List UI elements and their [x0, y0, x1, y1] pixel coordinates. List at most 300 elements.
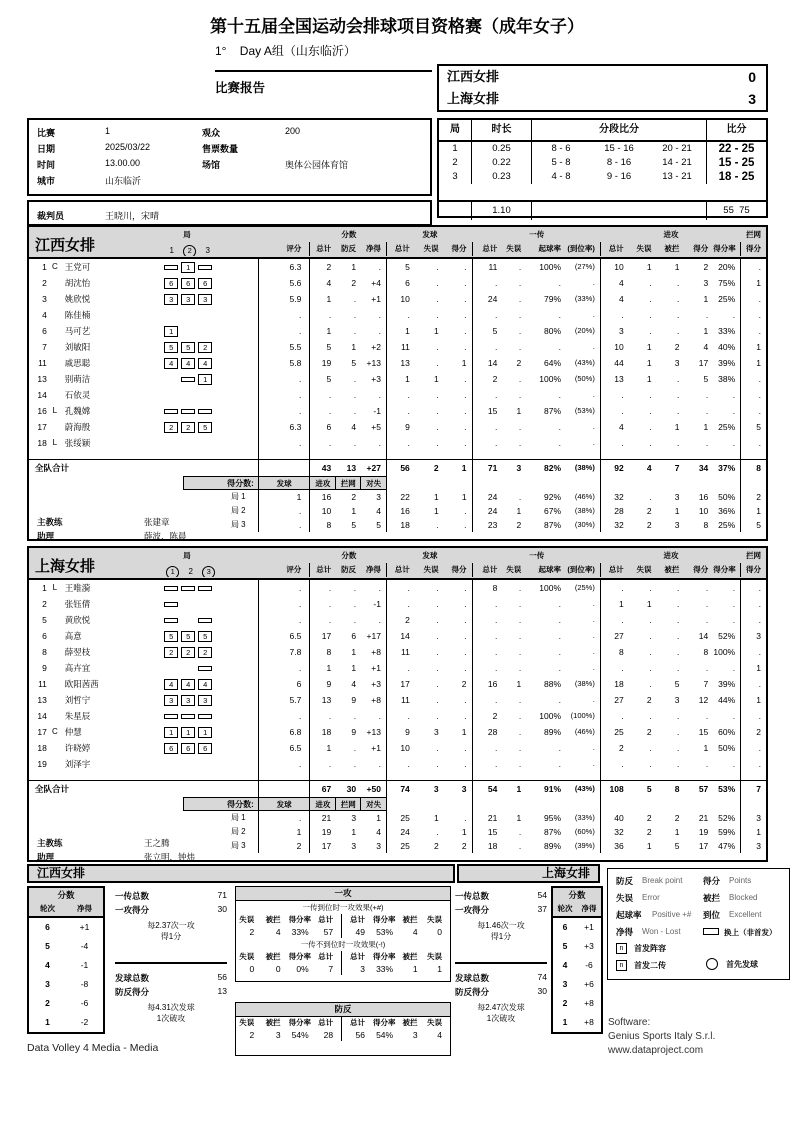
starting-position-marker: 6 [164, 278, 178, 289]
stat-value: 1 [756, 278, 761, 288]
set-row-label: 局 2 [29, 504, 259, 518]
stat-value: 5 [756, 422, 761, 432]
stat-value: . [677, 438, 680, 448]
stat-value: . [495, 663, 498, 673]
stat-value: . [649, 310, 652, 320]
col-header: 总计 [482, 244, 498, 253]
team-total-value: +27 [361, 460, 387, 476]
ratio-note: 每1.46次一攻 [477, 921, 525, 930]
stat-value: . [259, 708, 311, 724]
rotation-net-value: -6 [80, 998, 89, 1008]
attack-header: 总计 [341, 951, 373, 963]
player-role: L [52, 583, 58, 592]
stat-value: 1 [703, 743, 709, 753]
empty-marker [181, 326, 195, 337]
attack-header: 总计 [341, 914, 373, 926]
stat-value: . [495, 438, 498, 448]
total-duration: 1.10 [472, 202, 532, 220]
spacer [259, 781, 311, 797]
set-stat-value: 36 [614, 841, 624, 851]
info-value: 山东临沂 [105, 176, 142, 186]
col-header: 得分 [693, 565, 709, 574]
starting-setter-label: 首发二传 [634, 961, 666, 970]
spacer [566, 772, 601, 780]
set-points-value: 3 [351, 813, 357, 823]
stat-value: 1 [351, 262, 357, 272]
spacer [713, 772, 741, 780]
stat-value: . [436, 358, 439, 368]
stat-value: . [444, 756, 473, 772]
rotation-row [553, 994, 601, 1013]
stat-value: 79% [544, 294, 562, 304]
player-name: 张钰倩 [64, 599, 91, 609]
rotation-col-rotation: 轮次 [557, 904, 573, 913]
group-header-sets: 局 [183, 551, 191, 560]
stat-value: 1 [703, 422, 709, 432]
set-points-value: 4 [361, 825, 387, 839]
stat-value: 1 [756, 695, 761, 705]
stat-value: . [649, 583, 652, 593]
set-table-row [439, 156, 766, 170]
col-header-partials: 分段比分 [532, 120, 707, 140]
empty-marker [198, 326, 212, 337]
player-set-marks [161, 291, 258, 307]
stat-value: . [713, 708, 741, 724]
spacer [259, 460, 311, 476]
starting-position-marker: 4 [164, 679, 178, 690]
stat-value: 52% [713, 628, 741, 644]
set-stat-value: (38%) [566, 504, 601, 518]
player-name: 朱星辰 [64, 711, 91, 721]
set-stat-value: 24 [487, 492, 498, 502]
counter-value: 54% [291, 1030, 309, 1040]
empty-marker [164, 663, 178, 674]
page-subtitle: 1° Day A组（山东临沂） [215, 44, 356, 58]
rotation-title: 分数 [29, 888, 103, 902]
empty-marker [181, 438, 195, 449]
spacer [444, 772, 473, 780]
set-stat-value: 19 [698, 827, 709, 837]
col-header: 总计 [482, 565, 498, 574]
attack-header: 总计 [318, 915, 334, 924]
player-set-marks [161, 756, 258, 772]
stat-value: . [353, 438, 357, 448]
col-header-rating: 评分 [259, 242, 311, 256]
col-header: 起球率 [538, 244, 561, 253]
stat-value: . [713, 435, 741, 451]
stat-value: 1 [646, 599, 652, 609]
player-role [47, 740, 63, 756]
stat-value: . [353, 583, 357, 593]
stat-value: . [328, 406, 332, 416]
player-role [47, 660, 63, 676]
spacer [684, 451, 713, 459]
stat-value: 8 [703, 647, 709, 657]
team-stats-table-shanghai [27, 546, 768, 862]
stat-value: . [705, 663, 709, 673]
stat-value: 6 [351, 631, 357, 641]
set-stat-value: . [649, 492, 652, 502]
stat-value: . [353, 599, 357, 609]
stat-value: 18 [321, 727, 332, 737]
set-number-plain: 1 [169, 246, 174, 255]
stat-value: . [407, 663, 410, 673]
attack-header: 被拦 [265, 952, 281, 961]
first-attack-points-label: 一攻得分 [455, 905, 490, 915]
ratio-note: 得1分 [490, 932, 512, 941]
team-total-value: +50 [361, 781, 387, 797]
player-row [29, 355, 766, 371]
attack-value: 0 [275, 964, 281, 974]
stat-value: . [259, 660, 311, 676]
scoring-col-serve: 发球 [259, 476, 311, 490]
serve-total-value: 74 [537, 972, 547, 982]
empty-marker [181, 759, 195, 770]
scoreboard-row [439, 66, 766, 88]
player-role [47, 644, 63, 660]
spacer [259, 227, 311, 242]
stat-value: 2 [703, 262, 709, 272]
counter-header: 得分率 [372, 1018, 396, 1027]
stat-value: . [259, 435, 311, 451]
legend-term: 防反 [616, 876, 634, 886]
starting-position-marker: 5 [164, 342, 178, 353]
player-set-marks [161, 307, 258, 323]
stat-value: . [758, 438, 761, 448]
player-row [29, 708, 766, 724]
set-stat-value: 1 [674, 827, 680, 837]
legend-explanation: Blocked [729, 893, 758, 902]
col-header: 失误 [506, 244, 522, 253]
col-header-rating: 评分 [259, 563, 311, 577]
group-header-row [29, 548, 766, 563]
player-set-marks [161, 740, 258, 756]
team-total-value: 74 [400, 784, 410, 794]
starting-position-marker: 5 [181, 342, 195, 353]
scoreboard-row [439, 88, 766, 110]
legend-box [607, 868, 790, 980]
team-total-value: 71 [487, 463, 498, 473]
player-set-marks [161, 371, 258, 387]
stat-value: . [436, 422, 439, 432]
stat-value: . [436, 695, 439, 705]
stat-value: . [566, 612, 601, 628]
stat-value: 25% [713, 419, 741, 435]
stat-value: . [677, 583, 680, 593]
first-attack-points-label: 一攻得分 [115, 905, 150, 915]
column-header-row [29, 242, 766, 256]
assistant-label: 助理 [37, 531, 55, 541]
stat-value: . [677, 406, 680, 416]
stat-value: . [649, 711, 652, 721]
rotation-row [553, 975, 601, 994]
player-role [47, 419, 63, 435]
stat-value: (53%) [566, 403, 601, 419]
stat-value: . [436, 711, 439, 721]
rotation-table-jiangxi [27, 886, 105, 1034]
info-label: 场馆 [202, 160, 221, 170]
set-stat-value: 5 [674, 841, 680, 851]
stat-value: . [649, 422, 652, 432]
empty-marker [198, 310, 212, 321]
attack-value: 4 [275, 927, 281, 937]
stat-value: 6 [326, 422, 332, 432]
set-stat-value: 16 [400, 506, 410, 516]
sub-in-marker [164, 586, 178, 591]
stat-value: . [353, 390, 357, 400]
rotation-row [29, 956, 103, 975]
sub-in-marker [181, 714, 195, 719]
stat-value: 16 [487, 679, 498, 689]
player-role [47, 291, 63, 307]
scoring-label: 得分数: [183, 797, 259, 811]
stat-value: . [621, 438, 624, 448]
spacer [310, 772, 336, 780]
stat-value: 5 [326, 342, 332, 352]
player-number: 19 [37, 759, 47, 769]
player-role: C [51, 727, 58, 736]
stat-value: 4 [351, 679, 357, 689]
set-stat-value: (60%) [566, 825, 601, 839]
stat-value: . [407, 310, 410, 320]
player-row [29, 307, 766, 323]
stat-value: . [566, 419, 601, 435]
info-value: 奥体公园体育馆 [285, 160, 349, 170]
set-stat-value: 50% [713, 490, 741, 504]
stat-value: . [495, 390, 498, 400]
set-stat-value: 2 [646, 506, 652, 516]
player-name: 陈佳楠 [64, 310, 91, 320]
stat-value: . [436, 599, 439, 609]
rotation-net-value: +8 [584, 998, 594, 1008]
counter-value: 54% [376, 1030, 394, 1040]
rotation-number: 3 [45, 979, 50, 989]
rotation-number: 1 [45, 1017, 50, 1027]
team-table-header [29, 227, 766, 259]
empty-marker [164, 438, 178, 449]
player-number: 16 [37, 406, 47, 416]
stat-value: . [566, 596, 601, 612]
set-points-value: 5 [351, 520, 357, 530]
spacer [684, 772, 713, 780]
team-total-value: 82% [544, 463, 562, 473]
scoring-col-attack: 进攻 [310, 797, 336, 811]
team-total-value: 57 [698, 784, 709, 794]
stat-value: . [518, 663, 522, 673]
stat-value: . [677, 631, 680, 641]
stat-value: +8 [361, 644, 387, 660]
set-points-value: . [259, 811, 311, 825]
stat-value: 1 [326, 743, 332, 753]
stat-value: . [649, 679, 652, 689]
player-row [29, 387, 766, 403]
set-stat-value: 8 [703, 520, 709, 530]
set-stat-value: 2 [646, 520, 652, 530]
player-set-marks [161, 339, 258, 355]
team-total-value: 3 [516, 463, 522, 473]
info-label: 时间 [37, 160, 56, 170]
stat-value: . [558, 390, 562, 400]
counter-attack-box [235, 1002, 451, 1056]
stat-value: 4 [351, 422, 357, 432]
team-total-value: 7 [674, 463, 680, 473]
starting-position-marker: 3 [164, 294, 178, 305]
stat-value: 44 [614, 358, 624, 368]
stat-value: (50%) [566, 371, 601, 387]
counter-header: 总计 [318, 1018, 334, 1027]
counter-header: 失误 [239, 1018, 255, 1027]
rotation-number: 3 [562, 979, 568, 989]
spacer [387, 772, 415, 780]
stat-value: 1 [351, 342, 357, 352]
set-scoring-row [29, 518, 766, 532]
stat-value: . [407, 711, 410, 721]
set-stat-value: 87% [544, 520, 562, 530]
rotation-net-value: +8 [584, 1017, 594, 1027]
player-row [29, 724, 766, 740]
rotation-number: 5 [562, 941, 568, 951]
spacer [259, 772, 311, 780]
stat-value: . [518, 310, 522, 320]
stat-value: . [361, 612, 387, 628]
stat-value: . [518, 711, 522, 721]
stat-value: 9 [405, 422, 410, 432]
set-stat-value: 32 [614, 520, 624, 530]
stat-value: . [558, 663, 562, 673]
player-number: 3 [42, 294, 47, 304]
player-name: 薛翌枝 [64, 647, 91, 657]
starting-position-marker: 5 [181, 631, 195, 642]
set-duration: 0.23 [472, 170, 532, 184]
set-points-value: 16 [321, 492, 332, 502]
info-label: 日期 [37, 144, 56, 154]
stat-value: 5 [674, 679, 680, 689]
set-scoring-block [29, 797, 766, 867]
player-set-marks [161, 676, 258, 692]
break-point-label: 防反得分 [455, 987, 490, 997]
sub-in-marker [198, 714, 212, 719]
rotation-table-shanghai [551, 886, 603, 1034]
team-total-label: 全队合计 [29, 781, 259, 797]
team-total-value: (43%) [566, 781, 601, 797]
filler-row [29, 451, 766, 459]
reception-total-label: 一传总数 [115, 891, 150, 901]
spacer [29, 451, 47, 459]
rotation-net-value: -2 [80, 1017, 89, 1027]
set-scoring-row [29, 811, 766, 825]
ratio-note: 每2.47次发球 [477, 1003, 525, 1012]
player-name: 刘敏阳 [64, 342, 91, 352]
ratio-note: 得1分 [160, 932, 182, 941]
stat-value: . [518, 759, 522, 769]
set-stat-value: 28 [614, 506, 624, 516]
starting-setter-icon: n [616, 960, 627, 971]
starting-position-marker: 5 [164, 631, 178, 642]
stat-value: . [328, 711, 332, 721]
negative-reception-label: 一传不到位时一攻效果(-!) [300, 940, 386, 949]
scoring-col-attack: 进攻 [310, 476, 336, 490]
info-label: 观众 [202, 128, 221, 138]
stat-value: 1 [756, 342, 761, 352]
player-number: 6 [42, 326, 47, 336]
rotation-net-value: +1 [584, 922, 594, 932]
player-number: 11 [38, 358, 47, 368]
sub-in-marker [198, 666, 212, 671]
starting-position-marker: 1 [198, 374, 212, 385]
stat-value: . [361, 307, 387, 323]
set-stat-value: 3 [756, 841, 762, 851]
legend-term: 到位 [703, 910, 721, 920]
empty-marker [181, 310, 195, 321]
player-role: C [51, 262, 58, 271]
empty-marker [181, 663, 195, 674]
set-points-value: . [259, 504, 311, 518]
set-stat-value: 1 [444, 825, 473, 839]
stat-value: . [649, 294, 652, 304]
stat-value: . [677, 294, 680, 304]
stat-value: 100% [539, 711, 562, 721]
set-points-value: 2 [351, 492, 357, 502]
stat-value: . [649, 438, 652, 448]
stat-value: 10 [400, 743, 410, 753]
stat-value: . [495, 743, 498, 753]
spacer [473, 772, 503, 780]
starting-position-marker: 3 [164, 695, 178, 706]
stat-value: 3 [756, 631, 761, 641]
spacer [601, 476, 741, 490]
stat-value: . [353, 310, 357, 320]
group-header-block: 拦网 [746, 551, 762, 560]
spacer [361, 451, 387, 459]
stat-value: . [436, 631, 439, 641]
team-total-value: 13 [346, 463, 357, 473]
stat-value: . [328, 310, 332, 320]
set-stat-value: 1 [756, 827, 762, 837]
set-numbers-header [161, 242, 258, 256]
spacer [502, 451, 526, 459]
player-role: L [52, 438, 58, 447]
player-number: 8 [42, 647, 47, 657]
attack-header: 失误 [239, 915, 255, 924]
player-number: 5 [42, 615, 47, 625]
stat-value: . [518, 583, 522, 593]
player-number: 18 [37, 438, 47, 448]
rotation-number: 6 [45, 922, 50, 932]
divider-line [115, 962, 227, 964]
attack-header: 总计 [318, 952, 334, 961]
ratio-note: 1次破攻 [486, 1014, 516, 1023]
sub-in-marker [164, 409, 178, 414]
team-total-value: 7 [756, 784, 762, 794]
stat-value: 4 [326, 278, 332, 288]
stat-value: . [444, 580, 473, 596]
scoring-header-row [29, 797, 766, 811]
stat-value: . [758, 406, 761, 416]
stat-value: . [566, 628, 601, 644]
stat-value: . [758, 711, 761, 721]
stat-value: 1 [516, 406, 522, 416]
stat-value: 1 [433, 326, 439, 336]
stat-value: . [758, 262, 761, 272]
stat-value: . [649, 615, 652, 625]
attack-header: 得分率 [372, 952, 396, 961]
stat-value: +8 [361, 692, 387, 708]
set-stat-value: 1 [516, 506, 522, 516]
player-set-marks [161, 323, 258, 339]
empty-marker [198, 599, 212, 610]
scoring-col-block: 拦网 [336, 797, 361, 811]
spacer [444, 451, 473, 459]
